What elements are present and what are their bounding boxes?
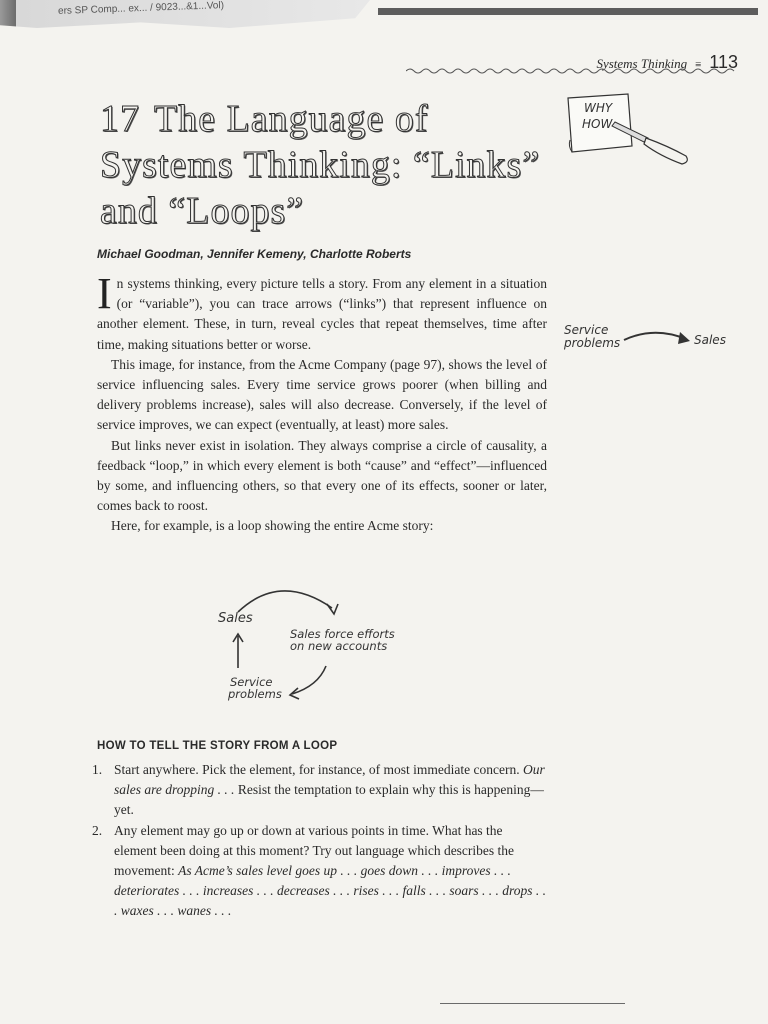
why-how-card-illustration bbox=[560, 92, 695, 172]
sales-label: Sales bbox=[694, 333, 726, 347]
steps-list bbox=[92, 760, 547, 922]
loop-arrow-top bbox=[238, 591, 332, 612]
loop-efforts-label-1: Sales force efforts bbox=[290, 627, 395, 641]
link-arrow bbox=[624, 333, 686, 340]
loop-service-label-2: problems bbox=[228, 687, 282, 701]
section-heading: HOW TO TELL THE STORY FROM A LOOP bbox=[97, 740, 338, 752]
step-item bbox=[92, 821, 547, 922]
scrap-text: ers SP Comp... ex... / 9023...&1...Vol) bbox=[57, 0, 225, 17]
page-number: 113 bbox=[709, 52, 738, 72]
how-label: HOW bbox=[582, 117, 613, 131]
paragraph-1: In systems thinking, every picture tells a story. From any element in a situation (or “variable”), you can trace arrows (“links”) that represent influence on another element. These, in turn, reveal cycles that repeat themselves, time after time, making situations better or worse. bbox=[97, 269, 547, 352]
arrowhead-icon bbox=[678, 332, 690, 344]
top-rule bbox=[378, 8, 758, 15]
paragraph-4: Here, for example, is a loop showing the entire Acme story: bbox=[111, 518, 434, 534]
service-problems-label-2: problems bbox=[564, 336, 621, 350]
paragraph-3: But links never exist in isolation. They always comprise a circle of causality, a feedback “loop,” in which every element is both “cause” and “effect”—influenced by some, and influencing others, so that every one of its effects, sooner or later, comes back to roost. bbox=[97, 437, 547, 514]
service-problems-label-1: Service bbox=[564, 323, 609, 337]
paragraph-2: This image, for instance, from the Acme Company (page 97), shows the level of service influencing sales. Every time service grows poorer (when billing and delivery problems increase), sales will also decrease. Conversely, if the level of service improves, we can expect (eventually, at least) more sales. bbox=[97, 356, 547, 433]
authors-line: Michael Goodman, Jennifer Kemeny, Charlotte Roberts bbox=[97, 247, 412, 261]
acme-loop-diagram bbox=[200, 578, 440, 718]
service-sales-link-diagram bbox=[562, 320, 752, 360]
step-text: Any element may go up or down at various points in time. What has the element been doing at this moment? Try out language which describes the movement: As Acme’s sales level goes up . . . goes down . . . improves . . . deteriorates . . . increases . . . decreases . . . rises . . . falls . . . soars . . . drops . . . waxes . . . wanes . . . bbox=[114, 822, 546, 919]
step-text: Start anywhere. Pick the element, for instance, of most immediate concern. Our sales are dropping . . . Resist the temptation to explain why this is happening—yet. bbox=[114, 762, 545, 818]
separator-glyph: ≡ bbox=[695, 59, 702, 71]
step-number: 2. bbox=[92, 822, 103, 838]
step-item bbox=[92, 760, 547, 821]
loop-service-label-1: Service bbox=[230, 675, 273, 689]
knife-icon bbox=[644, 138, 687, 164]
bottom-rule bbox=[440, 1003, 625, 1004]
drop-cap: I bbox=[97, 269, 112, 318]
loop-sales-label: Sales bbox=[218, 611, 253, 626]
body-text bbox=[97, 269, 547, 537]
running-title: Systems Thinking bbox=[596, 56, 688, 71]
loop-efforts-label-2: on new accounts bbox=[290, 639, 388, 653]
wavy-rule bbox=[406, 66, 736, 76]
arrowhead-icon bbox=[327, 604, 338, 614]
why-label: WHY bbox=[584, 101, 613, 115]
chapter-heading bbox=[100, 96, 550, 234]
chapter-number: 17 bbox=[100, 98, 140, 140]
chapter-title: The Language of Systems Thinking: “Links” and “Loops” bbox=[100, 98, 541, 232]
step-number: 1. bbox=[92, 762, 103, 777]
